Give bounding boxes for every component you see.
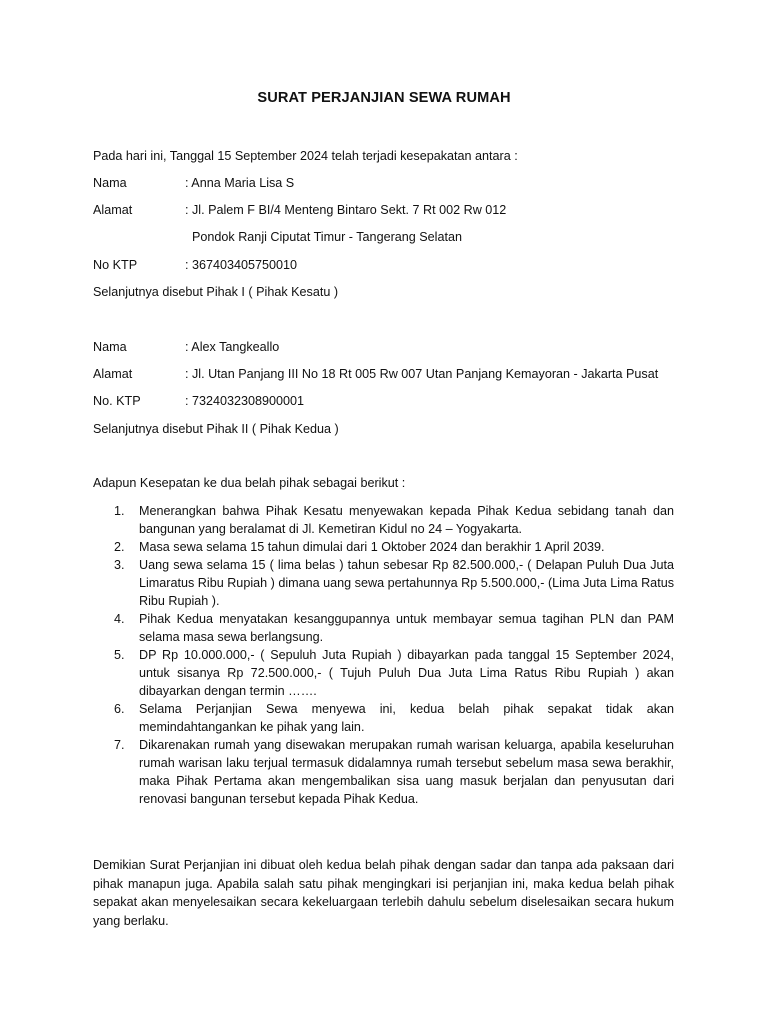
document-title: SURAT PERJANJIAN SEWA RUMAH — [257, 90, 511, 106]
list-item — [93, 646, 674, 700]
party2-address-label: Alamat — [93, 367, 133, 381]
list-item-text: Uang sewa selama 15 ( lima belas ) tahun sebesar Rp 82.500.000,- ( Delapan Puluh Dua Juta Limaratus Ribu Rupiah ) dimana uang sewa pertahunnya Rp 5.500.000,- (Lima Juta Lima Ratus Ribu Rupiah ). — [139, 558, 674, 608]
list-item-text: Menerangkan bahwa Pihak Kesatu menyewakan kepada Pihak Kedua sebidang tanah dan bangunan yang beralamat di Jl. Kemetiran Kidul no 24 – Yogyakarta. — [139, 504, 674, 536]
party1-address-line2: Pondok Ranji Ciputat Timur - Tangerang Selatan — [192, 230, 462, 244]
terms-list — [93, 502, 674, 808]
list-item-number: 4. — [114, 612, 125, 626]
party2-ktp-label: No. KTP — [93, 394, 141, 408]
list-item-number: 1. — [114, 504, 125, 518]
list-item — [93, 736, 674, 808]
party1-designation: Selanjutnya disebut Pihak I ( Pihak Kesatu ) — [93, 285, 339, 299]
list-item — [93, 610, 674, 646]
list-item-number: 2. — [114, 540, 125, 554]
party2-ktp-value: : 7324032308900001 — [185, 394, 305, 408]
list-item-number: 3. — [114, 558, 125, 572]
party2-address-line1: : Jl. Utan Panjang III No 18 Rt 005 Rw 007 Utan Panjang Kemayoran - Jakarta Pusat — [185, 367, 659, 381]
list-item-text: DP Rp 10.000.000,- ( Sepuluh Juta Rupiah ) dibayarkan pada tanggal 15 September 2024, untuk sisanya Rp 72.500.000,- ( Tujuh Puluh Dua Juta Lima Ratus Ribu Rupiah ) akan dibayarkan dengan termin ……. — [139, 648, 674, 698]
list-item-number: 6. — [114, 702, 125, 716]
party2-designation: Selanjutnya disebut Pihak II ( Pihak Kedua ) — [93, 422, 339, 436]
list-item-text: Selama Perjanjian Sewa menyewa ini, kedua belah pihak sepakat tidak akan memindahtangankan ke pihak yang lain. — [139, 702, 674, 734]
agreement-intro: Adapun Kesepatan ke dua belah pihak sebagai berikut : — [93, 476, 406, 490]
list-item-text: Pihak Kedua menyatakan kesanggupannya untuk membayar semua tagihan PLN dan PAM selama masa sewa berlangsung. — [139, 612, 674, 644]
list-item — [93, 502, 674, 538]
intro-paragraph: Pada hari ini, Tanggal 15 September 2024 telah terjadi kesepakatan antara : — [93, 149, 518, 163]
party1-name-value: : Anna Maria Lisa S — [185, 176, 295, 190]
party1-address-label: Alamat — [93, 203, 133, 217]
party2-name-label: Nama — [93, 340, 127, 354]
party1-name-label: Nama — [93, 176, 127, 190]
list-item-text: Dikarenakan rumah yang disewakan merupakan rumah warisan keluarga, apabila keseluruhan rumah warisan laku terjual termasuk didalamnya rumah tersebut sebelum masa sewa berakhir, maka Pihak Pertama akan mengembalikan sisa uang masuk berjalan dan penyusutan dari renovasi bangunan tersebut kepada Pihak Kedua. — [139, 738, 674, 806]
list-item — [93, 700, 674, 736]
list-item-text: Masa sewa selama 15 tahun dimulai dari 1 Oktober 2024 dan berakhir 1 April 2039. — [139, 540, 605, 554]
list-item — [93, 556, 674, 610]
list-item-number: 7. — [114, 738, 125, 752]
party1-ktp-label: No KTP — [93, 258, 138, 272]
party1-address-line1: : Jl. Palem F BI/4 Menteng Bintaro Sekt. 7 Rt 002 Rw 012 — [185, 203, 507, 217]
closing-paragraph: Demikian Surat Perjanjian ini dibuat oleh kedua belah pihak dengan sadar dan tanpa ada paksaan dari pihak manapun juga. Apabila salah satu pihak mengingkari isi perjanjian ini, maka kedua belah pihak sepakat akan menyelesaikan secara kekeluargaan terlebih dahulu sebelum diselesaikan secara hukum yang berlaku. — [93, 858, 674, 928]
list-item — [93, 538, 674, 556]
list-item-number: 5. — [114, 648, 125, 662]
party2-name-value: : Alex Tangkeallo — [185, 340, 280, 354]
party1-ktp-value: : 367403405750010 — [185, 258, 298, 272]
